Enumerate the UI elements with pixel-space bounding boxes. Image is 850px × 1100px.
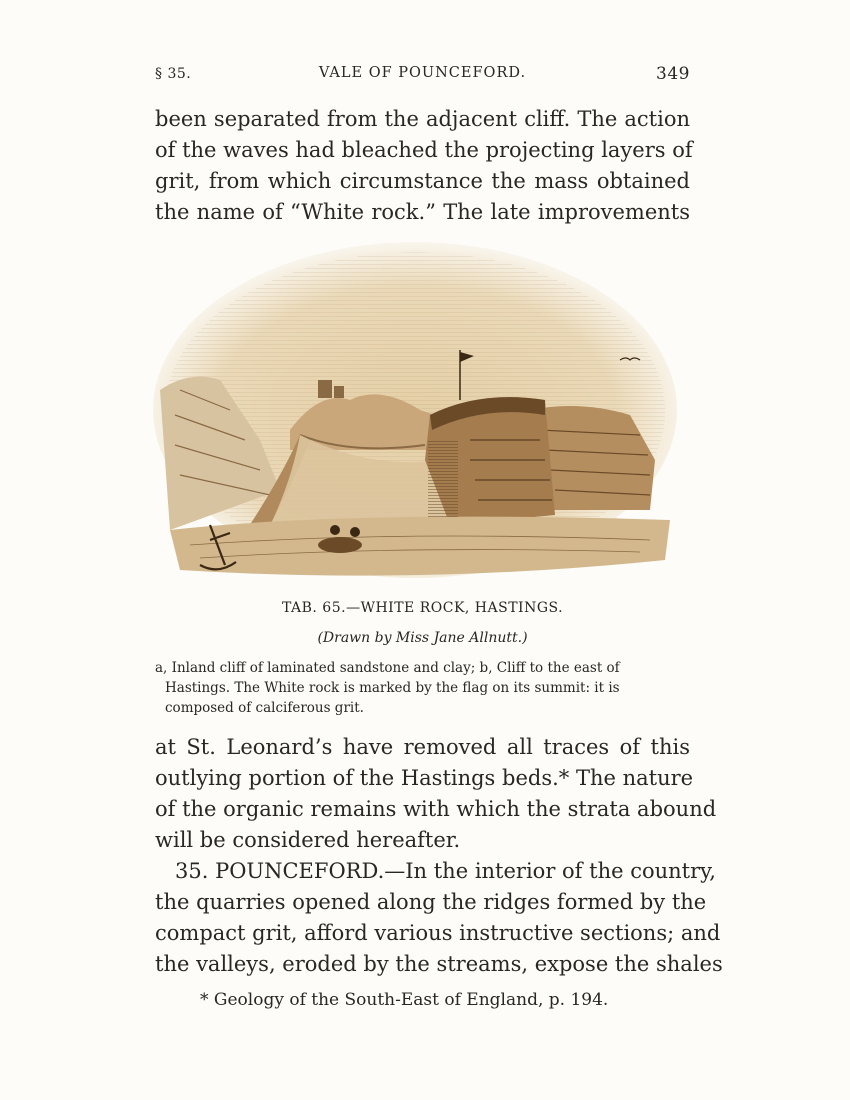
figure-credit: (Drawn by Miss Jane Allnutt.) xyxy=(317,630,528,646)
body-paragraph-bottom xyxy=(155,732,723,980)
legend-line: a, Inland cliff of laminated sandstone and clay; b, Cliff to the east of xyxy=(155,660,620,676)
text-line: of the organic remains with which the strata abound xyxy=(155,797,717,821)
legend-line: Hastings. The White rock is marked by the flag on its summit: it is xyxy=(165,680,620,696)
text-line: outlying portion of the Hastings beds.* The nature xyxy=(155,766,694,790)
text-line: been separated from the adjacent cliff. The action xyxy=(155,107,690,131)
text-line: the valleys, eroded by the streams, expose the shales xyxy=(155,952,723,976)
page-number: 349 xyxy=(656,64,690,84)
engraving-illustration xyxy=(150,240,680,595)
figure-caption: TAB. 65.—WHITE ROCK, HASTINGS. xyxy=(281,600,564,616)
text-line: grit, from which circumstance the mass obtained xyxy=(155,169,690,193)
running-title: VALE OF POUNCEFORD. xyxy=(318,65,527,81)
text-line: the quarries opened along the ridges formed by the xyxy=(155,890,707,914)
section-number: § 35. xyxy=(155,66,192,82)
section-heading-line: 35. POUNCEFORD.—In the interior of the country, xyxy=(175,859,716,883)
text-line: will be considered hereafter. xyxy=(155,828,461,852)
text-line: compact grit, afford various instructive sections; and xyxy=(155,921,721,945)
running-header xyxy=(155,64,690,86)
text-line: the name of “White rock.” The late improvements xyxy=(155,200,690,224)
legend-line: composed of calciferous grit. xyxy=(165,700,364,716)
text-line: of the waves had bleached the projecting layers of xyxy=(155,138,693,162)
engraving-white-rock xyxy=(150,240,680,595)
figure-legend xyxy=(155,658,690,718)
footnote: * Geology of the South-East of England, p. 194. xyxy=(200,990,609,1010)
body-paragraph-top xyxy=(155,104,693,228)
text-line: at St. Leonard’s have removed all traces of this xyxy=(155,735,690,759)
